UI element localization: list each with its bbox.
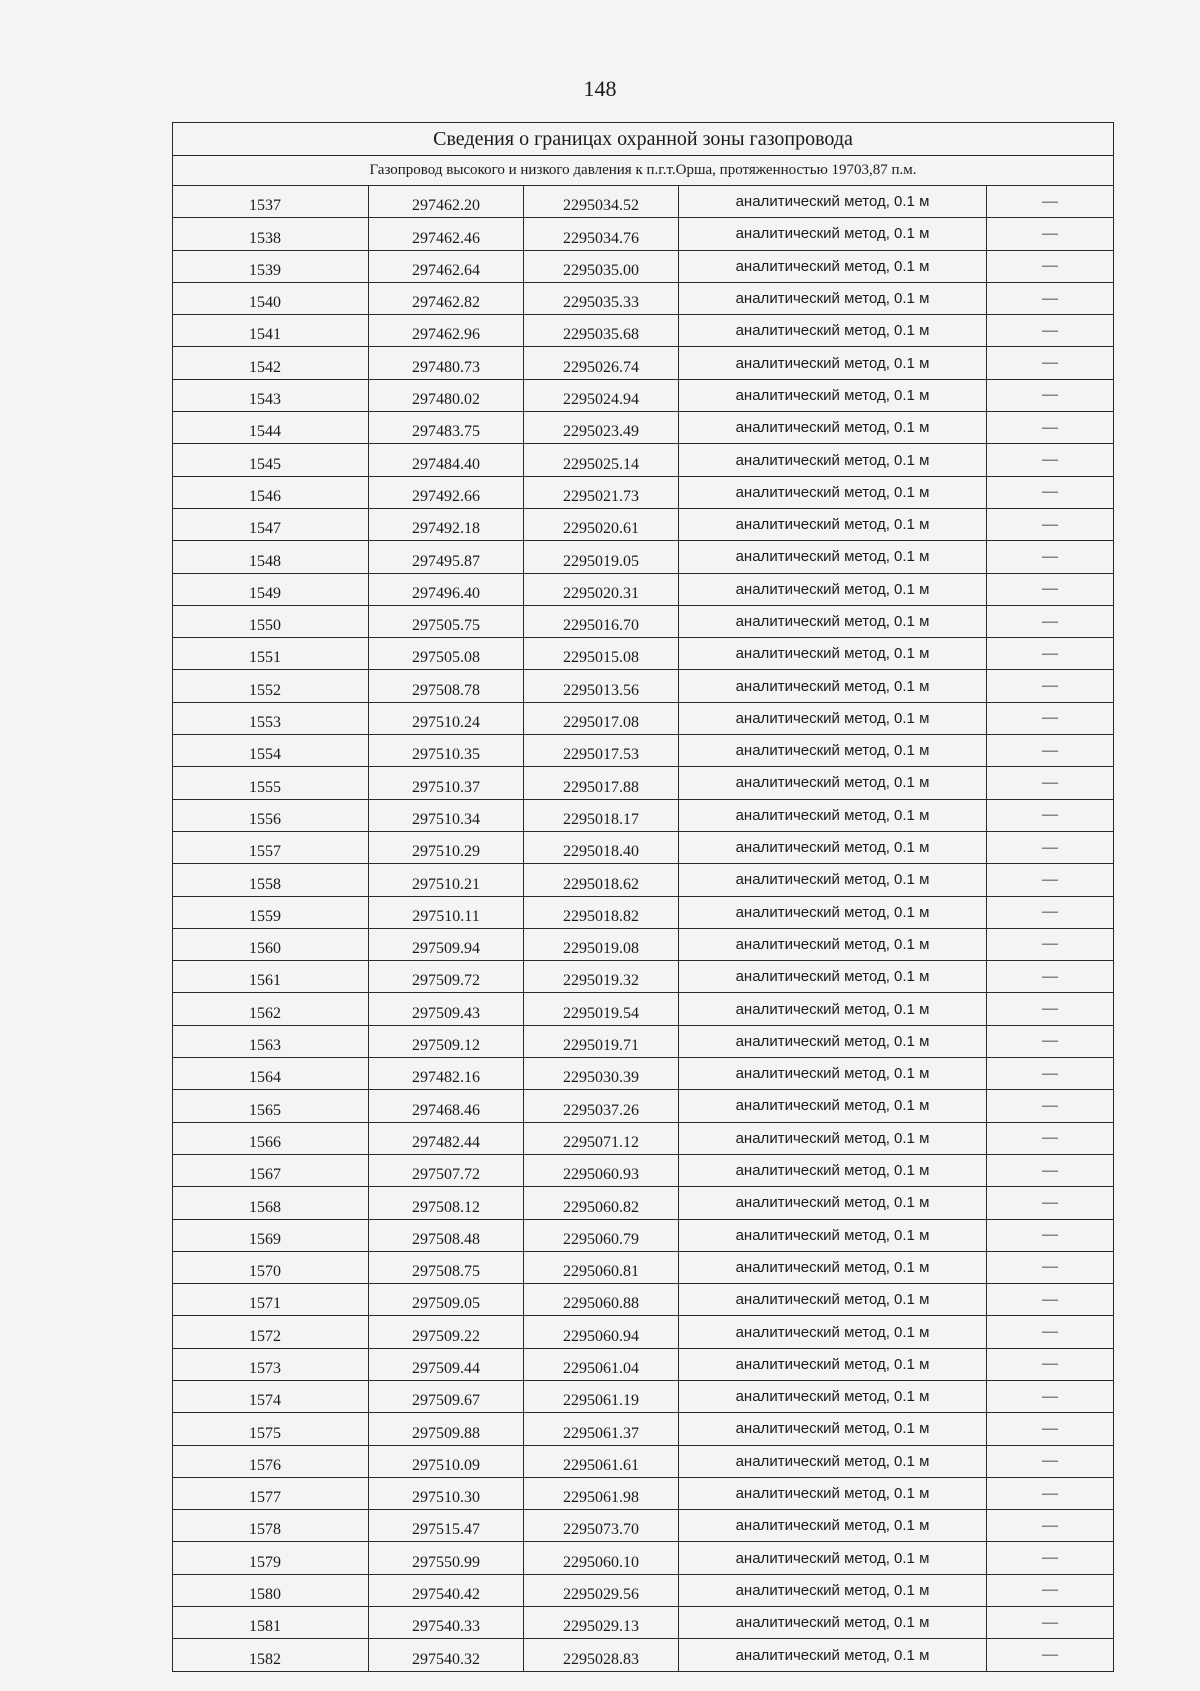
method-cell: аналитический метод, 0.1 м [679,218,987,250]
point-number-cell: 1549 [173,573,369,605]
dash-cell: — [987,476,1114,508]
table-row [173,1380,1114,1412]
table-row [173,541,1114,573]
dash-cell: — [987,767,1114,799]
dash-cell: — [987,1510,1114,1542]
table-row [173,767,1114,799]
method-cell: аналитический метод, 0.1 м [679,347,987,379]
table-row [173,282,1114,314]
y-coordinate-cell: 2295017.08 [524,702,679,734]
dash-cell: — [987,412,1114,444]
table-row [173,1122,1114,1154]
point-number-cell: 1539 [173,250,369,282]
method-cell: аналитический метод, 0.1 м [679,1445,987,1477]
y-coordinate-cell: 2295018.62 [524,864,679,896]
method-cell: аналитический метод, 0.1 м [679,1154,987,1186]
table-row [173,1574,1114,1606]
point-number-cell: 1570 [173,1251,369,1283]
dash-cell: — [987,444,1114,476]
method-cell: аналитический метод, 0.1 м [679,605,987,637]
x-coordinate-cell: 297505.75 [369,605,524,637]
point-number-cell: 1563 [173,1025,369,1057]
y-coordinate-cell: 2295019.54 [524,993,679,1025]
table-row [173,831,1114,863]
x-coordinate-cell: 297483.75 [369,412,524,444]
dash-cell: — [987,1348,1114,1380]
point-number-cell: 1552 [173,670,369,702]
dash-cell: — [987,1574,1114,1606]
y-coordinate-cell: 2295029.56 [524,1574,679,1606]
point-number-cell: 1540 [173,282,369,314]
x-coordinate-cell: 297509.94 [369,928,524,960]
table-row [173,1510,1114,1542]
point-number-cell: 1538 [173,218,369,250]
dash-cell: — [987,1413,1114,1445]
x-coordinate-cell: 297510.37 [369,767,524,799]
point-number-cell: 1551 [173,638,369,670]
point-number-cell: 1558 [173,864,369,896]
x-coordinate-cell: 297509.43 [369,993,524,1025]
dash-cell: — [987,218,1114,250]
dash-cell: — [987,1607,1114,1639]
dash-cell: — [987,250,1114,282]
dash-cell: — [987,1639,1114,1671]
point-number-cell: 1561 [173,961,369,993]
method-cell: аналитический метод, 0.1 м [679,573,987,605]
point-number-cell: 1548 [173,541,369,573]
y-coordinate-cell: 2295019.08 [524,928,679,960]
method-cell: аналитический метод, 0.1 м [679,476,987,508]
dash-cell: — [987,1025,1114,1057]
method-cell: аналитический метод, 0.1 м [679,186,987,218]
dash-cell: — [987,1284,1114,1316]
point-number-cell: 1566 [173,1122,369,1154]
point-number-cell: 1555 [173,767,369,799]
y-coordinate-cell: 2295013.56 [524,670,679,702]
y-coordinate-cell: 2295034.52 [524,186,679,218]
x-coordinate-cell: 297484.40 [369,444,524,476]
y-coordinate-cell: 2295061.61 [524,1445,679,1477]
method-cell: аналитический метод, 0.1 м [679,1025,987,1057]
dash-cell: — [987,315,1114,347]
y-coordinate-cell: 2295060.88 [524,1284,679,1316]
point-number-cell: 1582 [173,1639,369,1671]
x-coordinate-cell: 297509.05 [369,1284,524,1316]
point-number-cell: 1547 [173,508,369,540]
table-row [173,347,1114,379]
dash-cell: — [987,1154,1114,1186]
table-row [173,412,1114,444]
point-number-cell: 1573 [173,1348,369,1380]
method-cell: аналитический метод, 0.1 м [679,1542,987,1574]
x-coordinate-cell: 297510.24 [369,702,524,734]
y-coordinate-cell: 2295060.94 [524,1316,679,1348]
point-number-cell: 1562 [173,993,369,1025]
table-row [173,702,1114,734]
x-coordinate-cell: 297462.64 [369,250,524,282]
method-cell: аналитический метод, 0.1 м [679,993,987,1025]
dash-cell: — [987,896,1114,928]
method-cell: аналитический метод, 0.1 м [679,541,987,573]
x-coordinate-cell: 297505.08 [369,638,524,670]
y-coordinate-cell: 2295016.70 [524,605,679,637]
point-number-cell: 1574 [173,1380,369,1412]
point-number-cell: 1578 [173,1510,369,1542]
y-coordinate-cell: 2295021.73 [524,476,679,508]
method-cell: аналитический метод, 0.1 м [679,379,987,411]
point-number-cell: 1559 [173,896,369,928]
table-row [173,864,1114,896]
dash-cell: — [987,186,1114,218]
table-row [173,1542,1114,1574]
method-cell: аналитический метод, 0.1 м [679,1477,987,1509]
y-coordinate-cell: 2295028.83 [524,1639,679,1671]
y-coordinate-cell: 2295019.71 [524,1025,679,1057]
method-cell: аналитический метод, 0.1 м [679,1122,987,1154]
point-number-cell: 1543 [173,379,369,411]
x-coordinate-cell: 297495.87 [369,541,524,573]
table-row [173,1477,1114,1509]
x-coordinate-cell: 297550.99 [369,1542,524,1574]
dash-cell: — [987,993,1114,1025]
point-number-cell: 1565 [173,1090,369,1122]
y-coordinate-cell: 2295060.93 [524,1154,679,1186]
table-row [173,1316,1114,1348]
dash-cell: — [987,864,1114,896]
method-cell: аналитический метод, 0.1 м [679,1574,987,1606]
method-cell: аналитический метод, 0.1 м [679,1639,987,1671]
point-number-cell: 1542 [173,347,369,379]
y-coordinate-cell: 2295035.68 [524,315,679,347]
table-row [173,218,1114,250]
x-coordinate-cell: 297482.44 [369,1122,524,1154]
page-number: 148 [583,76,617,101]
dash-cell: — [987,1380,1114,1412]
x-coordinate-cell: 297508.12 [369,1187,524,1219]
point-number-cell: 1557 [173,831,369,863]
point-number-cell: 1541 [173,315,369,347]
table-body [173,186,1114,1672]
point-number-cell: 1575 [173,1413,369,1445]
x-coordinate-cell: 297508.48 [369,1219,524,1251]
point-number-cell: 1550 [173,605,369,637]
point-number-cell: 1554 [173,735,369,767]
y-coordinate-cell: 2295061.37 [524,1413,679,1445]
y-coordinate-cell: 2295060.81 [524,1251,679,1283]
table-row [173,508,1114,540]
point-number-cell: 1560 [173,928,369,960]
point-number-cell: 1564 [173,1058,369,1090]
method-cell: аналитический метод, 0.1 м [679,508,987,540]
table-title: Сведения о границах охранной зоны газопровода [173,123,1114,156]
dash-cell: — [987,1058,1114,1090]
x-coordinate-cell: 297480.02 [369,379,524,411]
method-cell: аналитический метод, 0.1 м [679,1090,987,1122]
table-row [173,928,1114,960]
point-number-cell: 1581 [173,1607,369,1639]
x-coordinate-cell: 297462.20 [369,186,524,218]
method-cell: аналитический метод, 0.1 м [679,1607,987,1639]
point-number-cell: 1556 [173,799,369,831]
dash-cell: — [987,347,1114,379]
y-coordinate-cell: 2295037.26 [524,1090,679,1122]
method-cell: аналитический метод, 0.1 м [679,864,987,896]
table-row [173,1219,1114,1251]
method-cell: аналитический метод, 0.1 м [679,1380,987,1412]
x-coordinate-cell: 297510.30 [369,1477,524,1509]
dash-cell: — [987,1477,1114,1509]
y-coordinate-cell: 2295018.82 [524,896,679,928]
point-number-cell: 1546 [173,476,369,508]
x-coordinate-cell: 297509.22 [369,1316,524,1348]
point-number-cell: 1571 [173,1284,369,1316]
y-coordinate-cell: 2295026.74 [524,347,679,379]
table-row [173,1090,1114,1122]
method-cell: аналитический метод, 0.1 м [679,412,987,444]
dash-cell: — [987,670,1114,702]
x-coordinate-cell: 297510.09 [369,1445,524,1477]
y-coordinate-cell: 2295020.31 [524,573,679,605]
point-number-cell: 1544 [173,412,369,444]
table-subtitle: Газопровод высокого и низкого давления к п.г.т.Орша, протяженностью 19703,87 п.м. [173,156,1114,186]
x-coordinate-cell: 297496.40 [369,573,524,605]
y-coordinate-cell: 2295073.70 [524,1510,679,1542]
dash-cell: — [987,799,1114,831]
point-number-cell: 1567 [173,1154,369,1186]
y-coordinate-cell: 2295060.82 [524,1187,679,1219]
dash-cell: — [987,541,1114,573]
method-cell: аналитический метод, 0.1 м [679,315,987,347]
x-coordinate-cell: 297462.96 [369,315,524,347]
table-row [173,1058,1114,1090]
y-coordinate-cell: 2295060.79 [524,1219,679,1251]
table-row [173,1348,1114,1380]
point-number-cell: 1579 [173,1542,369,1574]
table-row [173,1284,1114,1316]
x-coordinate-cell: 297510.11 [369,896,524,928]
dash-cell: — [987,638,1114,670]
dash-cell: — [987,735,1114,767]
method-cell: аналитический метод, 0.1 м [679,1251,987,1283]
point-number-cell: 1576 [173,1445,369,1477]
point-number-cell: 1553 [173,702,369,734]
method-cell: аналитический метод, 0.1 м [679,767,987,799]
method-cell: аналитический метод, 0.1 м [679,670,987,702]
x-coordinate-cell: 297540.32 [369,1639,524,1671]
method-cell: аналитический метод, 0.1 м [679,1316,987,1348]
point-number-cell: 1577 [173,1477,369,1509]
x-coordinate-cell: 297492.18 [369,508,524,540]
x-coordinate-cell: 297509.72 [369,961,524,993]
method-cell: аналитический метод, 0.1 м [679,961,987,993]
table-row [173,1154,1114,1186]
y-coordinate-cell: 2295061.98 [524,1477,679,1509]
y-coordinate-cell: 2295019.05 [524,541,679,573]
dash-cell: — [987,1122,1114,1154]
dash-cell: — [987,1445,1114,1477]
method-cell: аналитический метод, 0.1 м [679,799,987,831]
method-cell: аналитический метод, 0.1 м [679,1058,987,1090]
y-coordinate-cell: 2295023.49 [524,412,679,444]
method-cell: аналитический метод, 0.1 м [679,1187,987,1219]
method-cell: аналитический метод, 0.1 м [679,896,987,928]
point-number-cell: 1545 [173,444,369,476]
method-cell: аналитический метод, 0.1 м [679,250,987,282]
table-row [173,896,1114,928]
point-number-cell: 1572 [173,1316,369,1348]
x-coordinate-cell: 297509.12 [369,1025,524,1057]
y-coordinate-cell: 2295035.33 [524,282,679,314]
y-coordinate-cell: 2295018.40 [524,831,679,863]
y-coordinate-cell: 2295061.04 [524,1348,679,1380]
dash-cell: — [987,961,1114,993]
method-cell: аналитический метод, 0.1 м [679,1219,987,1251]
method-cell: аналитический метод, 0.1 м [679,1348,987,1380]
dash-cell: — [987,282,1114,314]
table-row [173,250,1114,282]
x-coordinate-cell: 297492.66 [369,476,524,508]
dash-cell: — [987,508,1114,540]
table-row [173,444,1114,476]
method-cell: аналитический метод, 0.1 м [679,831,987,863]
dash-cell: — [987,1251,1114,1283]
y-coordinate-cell: 2295034.76 [524,218,679,250]
method-cell: аналитический метод, 0.1 м [679,1510,987,1542]
dash-cell: — [987,831,1114,863]
y-coordinate-cell: 2295071.12 [524,1122,679,1154]
y-coordinate-cell: 2295020.61 [524,508,679,540]
table-row [173,993,1114,1025]
dash-cell: — [987,605,1114,637]
y-coordinate-cell: 2295019.32 [524,961,679,993]
dash-cell: — [987,1090,1114,1122]
table-row [173,1413,1114,1445]
method-cell: аналитический метод, 0.1 м [679,444,987,476]
x-coordinate-cell: 297462.82 [369,282,524,314]
table-row [173,638,1114,670]
x-coordinate-cell: 297510.29 [369,831,524,863]
x-coordinate-cell: 297509.67 [369,1380,524,1412]
y-coordinate-cell: 2295015.08 [524,638,679,670]
table-row [173,1251,1114,1283]
x-coordinate-cell: 297508.78 [369,670,524,702]
table-row [173,799,1114,831]
y-coordinate-cell: 2295017.88 [524,767,679,799]
table-row [173,476,1114,508]
x-coordinate-cell: 297510.35 [369,735,524,767]
dash-cell: — [987,1316,1114,1348]
table-row [173,573,1114,605]
y-coordinate-cell: 2295029.13 [524,1607,679,1639]
y-coordinate-cell: 2295018.17 [524,799,679,831]
table-row [173,1639,1114,1671]
dash-cell: — [987,1219,1114,1251]
method-cell: аналитический метод, 0.1 м [679,282,987,314]
x-coordinate-cell: 297510.21 [369,864,524,896]
x-coordinate-cell: 297509.88 [369,1413,524,1445]
y-coordinate-cell: 2295060.10 [524,1542,679,1574]
table-row [173,670,1114,702]
table-row [173,1445,1114,1477]
x-coordinate-cell: 297508.75 [369,1251,524,1283]
x-coordinate-cell: 297510.34 [369,799,524,831]
y-coordinate-cell: 2295035.00 [524,250,679,282]
dash-cell: — [987,1542,1114,1574]
y-coordinate-cell: 2295025.14 [524,444,679,476]
y-coordinate-cell: 2295024.94 [524,379,679,411]
x-coordinate-cell: 297482.16 [369,1058,524,1090]
point-number-cell: 1569 [173,1219,369,1251]
table-row [173,186,1114,218]
x-coordinate-cell: 297509.44 [369,1348,524,1380]
table-row [173,1187,1114,1219]
method-cell: аналитический метод, 0.1 м [679,735,987,767]
dash-cell: — [987,928,1114,960]
y-coordinate-cell: 2295061.19 [524,1380,679,1412]
table-row [173,605,1114,637]
dash-cell: — [987,1187,1114,1219]
x-coordinate-cell: 297507.72 [369,1154,524,1186]
x-coordinate-cell: 297540.42 [369,1574,524,1606]
y-coordinate-cell: 2295017.53 [524,735,679,767]
x-coordinate-cell: 297515.47 [369,1510,524,1542]
table-row [173,1025,1114,1057]
method-cell: аналитический метод, 0.1 м [679,702,987,734]
boundary-coordinates-table [172,122,1114,1672]
table-row [173,735,1114,767]
dash-cell: — [987,379,1114,411]
method-cell: аналитический метод, 0.1 м [679,1284,987,1316]
y-coordinate-cell: 2295030.39 [524,1058,679,1090]
dash-cell: — [987,702,1114,734]
table-row [173,961,1114,993]
method-cell: аналитический метод, 0.1 м [679,1413,987,1445]
coordinates-sheet [172,122,1113,1672]
x-coordinate-cell: 297540.33 [369,1607,524,1639]
point-number-cell: 1580 [173,1574,369,1606]
x-coordinate-cell: 297480.73 [369,347,524,379]
table-row [173,379,1114,411]
point-number-cell: 1568 [173,1187,369,1219]
method-cell: аналитический метод, 0.1 м [679,638,987,670]
table-row [173,315,1114,347]
x-coordinate-cell: 297462.46 [369,218,524,250]
table-row [173,1607,1114,1639]
method-cell: аналитический метод, 0.1 м [679,928,987,960]
point-number-cell: 1537 [173,186,369,218]
x-coordinate-cell: 297468.46 [369,1090,524,1122]
dash-cell: — [987,573,1114,605]
